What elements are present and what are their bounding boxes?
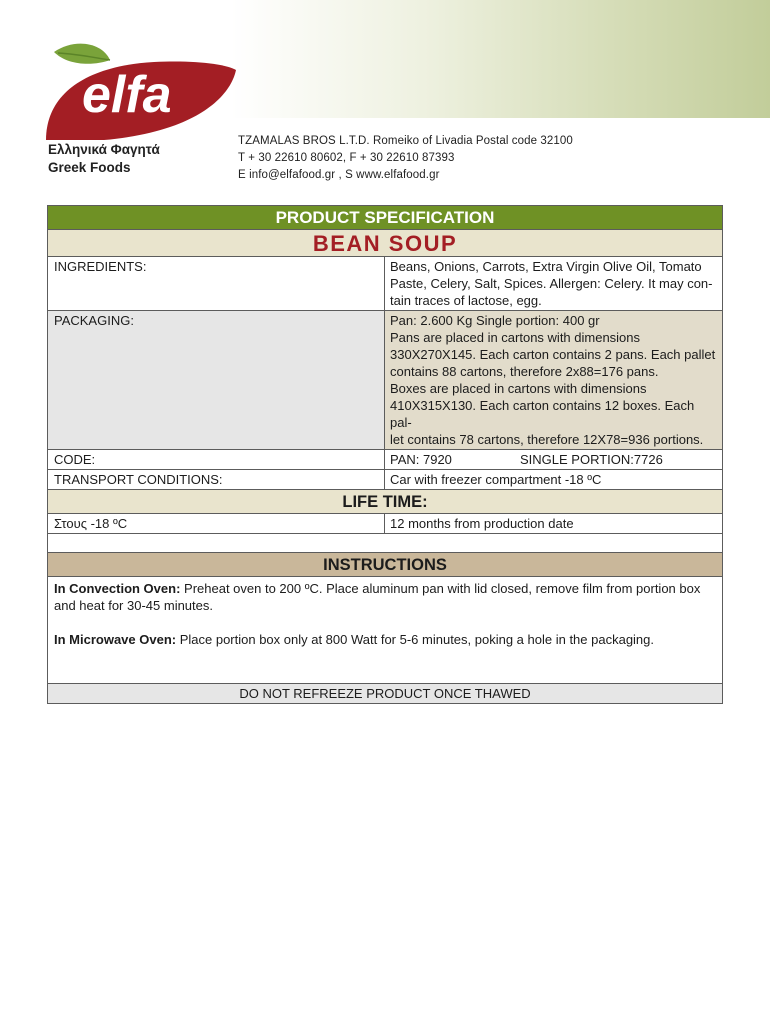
refreeze-warning: DO NOT REFREEZE PRODUCT ONCE THAWED [48, 684, 722, 703]
life-time-heading: LIFE TIME: [48, 490, 722, 514]
code-label: CODE: [48, 450, 385, 469]
ingredients-value [385, 257, 722, 310]
spacer-row [48, 534, 722, 553]
packaging-line: let contains 78 cartons, therefore 12X78=936 portions. [390, 432, 704, 447]
life-time-row [48, 514, 722, 534]
elfa-logo [44, 40, 236, 140]
instructions-heading: INSTRUCTIONS [48, 553, 722, 577]
code-row [48, 450, 722, 470]
convection-label: In Convection Oven: [54, 581, 181, 596]
packaging-label: PACKAGING: [48, 311, 385, 449]
logo-wordmark: elfa [82, 66, 172, 124]
convection-instruction [54, 580, 716, 614]
packaging-line: 330X270X145. Each carton contains 2 pans. Each pallet [390, 347, 716, 362]
transport-label: TRANSPORT CONDITIONS: [48, 470, 385, 489]
single-portion-code: SINGLE PORTION:7726 [520, 452, 663, 467]
packaging-line: Pan: 2.600 Kg Single portion: 400 gr [390, 313, 600, 328]
ingredients-line: tain traces of lactose, egg. [390, 293, 542, 308]
company-info [238, 133, 573, 184]
packaging-value [385, 311, 722, 449]
packaging-row [48, 311, 722, 450]
code-value [385, 450, 722, 469]
company-phone-fax: T + 30 22610 80602, F + 30 22610 87393 [238, 152, 455, 164]
life-time-label: Στους -18 ºC [48, 514, 385, 533]
microwave-text: Place portion box only at 800 Watt for 5-6 minutes, poking a hole in the packaging. [176, 632, 655, 647]
transport-value: Car with freezer compartment -18 ºC [390, 472, 602, 487]
packaging-line: Pans are placed in cartons with dimensions [390, 330, 641, 345]
product-spec-table [47, 205, 723, 704]
pan-code: PAN: 7920 [390, 452, 452, 467]
packaging-line: 410X315X130. Each carton contains 12 boxes. Each pal- [390, 398, 695, 430]
company-email-site: E info@elfafood.gr , S www.elfafood.gr [238, 169, 440, 181]
ingredients-line: Paste, Celery, Salt, Spices. Allergen: Celery. It may con- [390, 276, 713, 291]
microwave-instruction [54, 631, 716, 648]
tagline [48, 141, 160, 177]
convection-text: Preheat oven to 200 ºC. Place aluminum pan with lid closed, remove film from portion box and heat for 30-45 minutes. [54, 581, 701, 613]
packaging-line: contains 88 cartons, therefore 2x88=176 pans. [390, 364, 659, 379]
microwave-label: In Microwave Oven: [54, 632, 177, 647]
tagline-english: Greek Foods [48, 160, 131, 175]
tagline-greek: Ελληνικά Φαγητά [48, 142, 160, 157]
spec-heading: PRODUCT SPECIFICATION [48, 206, 722, 230]
ingredients-label: INGREDIENTS: [48, 257, 385, 310]
ingredients-line: Beans, Onions, Carrots, Extra Virgin Olive Oil, Tomato [390, 259, 702, 274]
ingredients-row [48, 257, 722, 311]
packaging-line: Boxes are placed in cartons with dimensions [390, 381, 647, 396]
instructions-body [48, 577, 722, 684]
transport-row [48, 470, 722, 490]
product-name: BEAN SOUP [48, 230, 722, 257]
life-time-value: 12 months from production date [390, 516, 574, 531]
company-address: TZAMALAS BROS L.T.D. Romeiko of Livadia Postal code 32100 [238, 135, 573, 147]
